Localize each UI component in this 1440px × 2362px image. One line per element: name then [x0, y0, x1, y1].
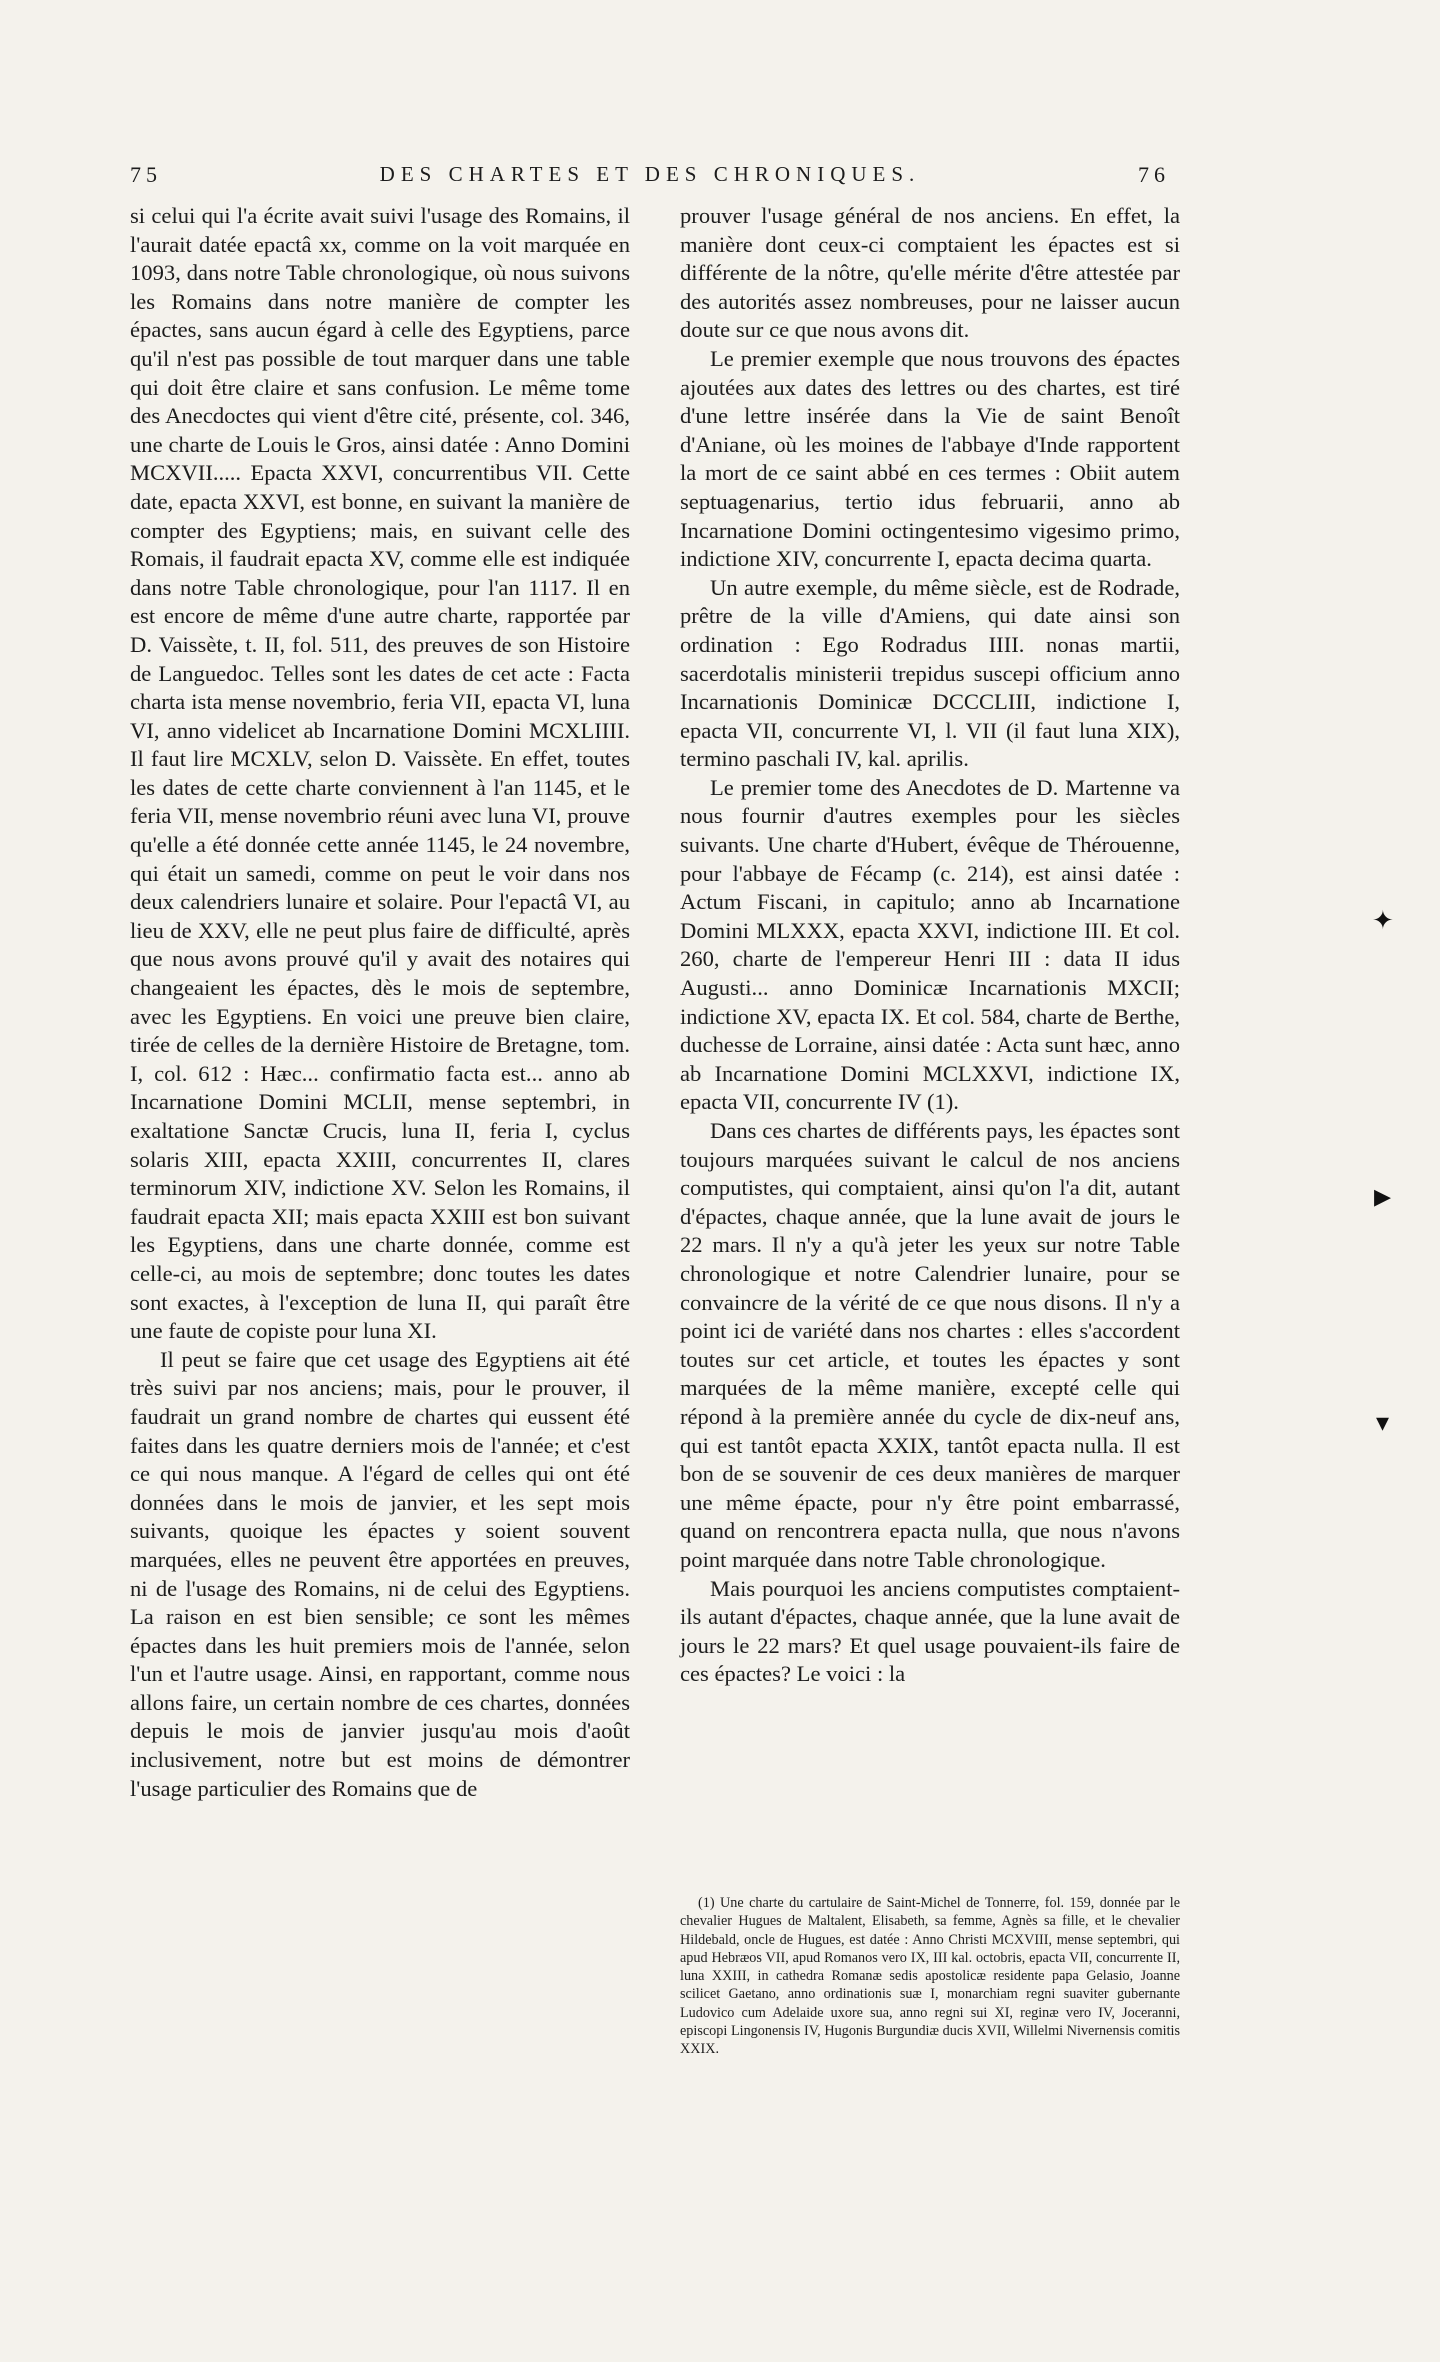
paragraph: prouver l'usage général de nos anciens. En effet, la manière dont ceux-ci comptaient les épactes est si différente de la nôtre, qu'elle mérite d'être attestée par des autorités assez nombreuses, pour ne laisser aucun doute sur ce que nous avons dit.	[680, 203, 1180, 343]
page-number-left: 75	[130, 162, 162, 187]
paragraph: Dans ces chartes de différents pays, les épactes sont toujours marquées suivant le calcul de nos anciens computistes, qui comptaient, ainsi qu'on l'a dit, autant d'épactes, chaque année, que la lune avait de jours le 22 mars. Il n'y a qu'à jeter les yeux sur notre Table chronologique et notre Calendrier lunaire, pour se convaincre de la vérité de ce que nous disons. Il n'y a point ici de variété dans nos chartes : elles s'accordent toutes sur cet article, et toutes les épactes y sont marquées de la même manière, excepté celle qui répond à la première année du cycle de dix-neuf ans, qui est tantôt epacta XXIX, tantôt epacta nulla. Il est bon de se souvenir de ces deux manières de marquer une même épacte, pour n'y être point embarrassé, quand on rencontrera epacta nulla, que nous n'avons point marquée dans notre Table chronologique.	[680, 1118, 1180, 1572]
paragraph: Un autre exemple, du même siècle, est de Rodrade, prêtre de la ville d'Amiens, qui date ainsi son ordination : Ego Rodradus IIII. nonas martii, sacerdotalis ministerii trepidus suscepi officium anno Incarnationis Dominicæ DCCCLIII, indictione I, epacta VII, concurrente VI, l. VII (il faut luna XIX), termino paschali IV, kal. aprilis.	[680, 574, 1180, 772]
paragraph: Mais pourquoi les anciens computistes comptaient-ils autant d'épactes, chaque année, que la lune avait de jours le 22 mars? Et quel usage pouvaient-ils faire de ces épactes? Le voici : la	[680, 1575, 1180, 1687]
paragraph: Le premier tome des Anecdotes de D. Martenne va nous fournir d'autres exemples pour les siècles suivants. Une charte d'Hubert, évêque de Thérouenne, pour l'abbaye de Fécamp (c. 214), est ainsi datée : Actum Fiscani, in capitulo; anno ab Incarnatione Domini MLXXX, epacta XXVI, indictione III. Et col. 260, charte de l'empereur Henri III : data II idus Augusti... anno Dominicæ Incarnationis MXCII; indictione XV, epacta IX. Et col. 584, charte de Berthe, duchesse de Lorraine, ainsi datée : Acta sunt hæc, anno ab Incarnatione Domini MCLXXVI, indictione IX, epacta VII, concurrente IV (1).	[680, 774, 1180, 1115]
footnote	[680, 1894, 1180, 2059]
running-header	[130, 162, 1170, 198]
paragraph: si celui qui l'a écrite avait suivi l'usage des Romains, il l'aurait datée epactâ xx, comme on la voit marquée en 1093, dans notre Table chronologique, où nous suivons les Romains dans notre manière de compter les épactes, sans aucun égard à celle des Egyptiens, parce qu'il n'est pas possible de tout marquer dans une table qui doit être claire et sans confusion. Le même tome des Anecdoctes qui vient d'être cité, présente, col. 346, une charte de Louis le Gros, ainsi datée : Anno Domini MCXVII..... Epacta XXVI, concurrentibus VII. Cette date, epacta XXVI, est bonne, en suivant la manière de compter des Egyptiens; mais, en suivant celle des Romais, il faudrait epacta XV, comme elle est indiquée dans notre Table chronologique, pour l'an 1117. Il en est encore de même d'une autre charte, rapportée par D. Vaissète, t. II, fol. 511, des preuves de son Histoire de Languedoc. Telles sont les dates de cet acte : Facta charta ista mense novembrio, feria VII, epacta VI, luna VI, anno videlicet ab Incarnatione Domini MCXLIIII. Il faut lire MCXLV, selon D. Vaissète. En effet, toutes les dates de cette charte conviennent à l'an 1145, et le feria VII, mense novembrio réuni avec luna VI, prouve qu'elle a été donnée cette année 1145, le 24 novembre, qui était un samedi, comme on peut le voir dans nos deux calendriers lunaire et solaire. Pour l'epactâ VI, au lieu de XXV, elle ne peut plus faire de difficulté, après que nous avons prouvé qu'il y avait des notaires qui changeaient les épactes, dès le mois de septembre, avec les Egyptiens. En voici une preuve bien claire, tirée de celles de la dernière Histoire de Bretagne, tom. I, col. 612 : Hæc... confirmatio facta est... anno ab Incarnatione Domini MCLII, mense septembri, in exaltatione Sanctæ Crucis, luna II, feria I, cyclus solaris XIII, epacta XXIII, concurrentes II, clares terminorum XIV, indictione XV. Selon les Romains, il faudrait epacta XII; mais epacta XXIII est bon suivant les Egyptiens, dans une charte donnée, comme est celle-ci, au mois de septembre; donc toutes les dates sont exactes, à l'exception de luna II, qui paraît être une faute de copiste pour luna XI.	[130, 203, 630, 1344]
paragraph: Le premier exemple que nous trouvons des épactes ajoutées aux dates des lettres ou des chartes, est tiré d'une lettre insérée dans la Vie de saint Benoît d'Aniane, où les moines de l'abbaye d'Inde rapportent la mort de ce saint abbé en ces termes : Obiit autem septuagenarius, tertio idus februarii, anno ab Incarnatione Domini octingentesimo vigesimo primo, indictione XIV, concurrente I, epacta decima quarta.	[680, 345, 1180, 572]
left-column	[130, 202, 630, 1803]
right-column	[680, 202, 1180, 1689]
footnote-text: (1) Une charte du cartulaire de Saint-Michel de Tonnerre, fol. 159, donnée par le chevalier Hugues de Maltalent, Elisabeth, sa femme, Agnès sa fille, et le chevalier Hildebald, oncle de Hugues, est datée : Anno Christi MCXVIII, mense septembri, qui apud Hebræos VII, apud Romanos vero IX, III kal. octobris, epacta VII, concurrente II, luna XXIII, in cathedra Romanæ sedis apostolicæ residente papa Gelasio, Joanne scilicet Gaetano, anno ordinationis suæ I, monarchiam regni suaviter gubernante Ludovico cum Adelaide uxore sua, anno regni sui XI, reginæ vero IV, Joceranni, episcopi Lingonensis IV, Hugonis Burgundiæ ducis XVII, Willelmi Nivernensis comitis XXIX.	[680, 1895, 1180, 2058]
margin-mark-icon: ▸	[1374, 1178, 1392, 1215]
margin-mark-icon: ✦	[1372, 906, 1394, 935]
margin-mark-icon: ▾	[1376, 1408, 1390, 1437]
paragraph: Il peut se faire que cet usage des Egyptiens ait été très suivi par nos anciens; mais, pour le prouver, il faudrait un grand nombre de chartes qui eussent été faites dans les quatre derniers mois de l'année; et c'est ce qui nous manque. A l'égard de celles qui ont été données dans le mois de janvier, et les sept mois suivants, quoique les épactes y soient souvent marquées, elles ne peuvent être apportées en preuves, ni de l'usage des Romains, ni de celui des Egyptiens. La raison en est bien sensible; ce sont les mêmes épactes dans les huit premiers mois de l'année, selon l'un et l'autre usage. Ainsi, en rapportant, comme nous allons faire, un certain nombre de ces chartes, données depuis le mois de janvier jusqu'au mois d'août inclusivement, notre but est moins de démontrer l'usage particulier des Romains que de	[130, 1346, 630, 1801]
page-number-right: 76	[1138, 162, 1170, 187]
running-title: DES CHARTES ET DES CHRONIQUES.	[379, 162, 921, 186]
